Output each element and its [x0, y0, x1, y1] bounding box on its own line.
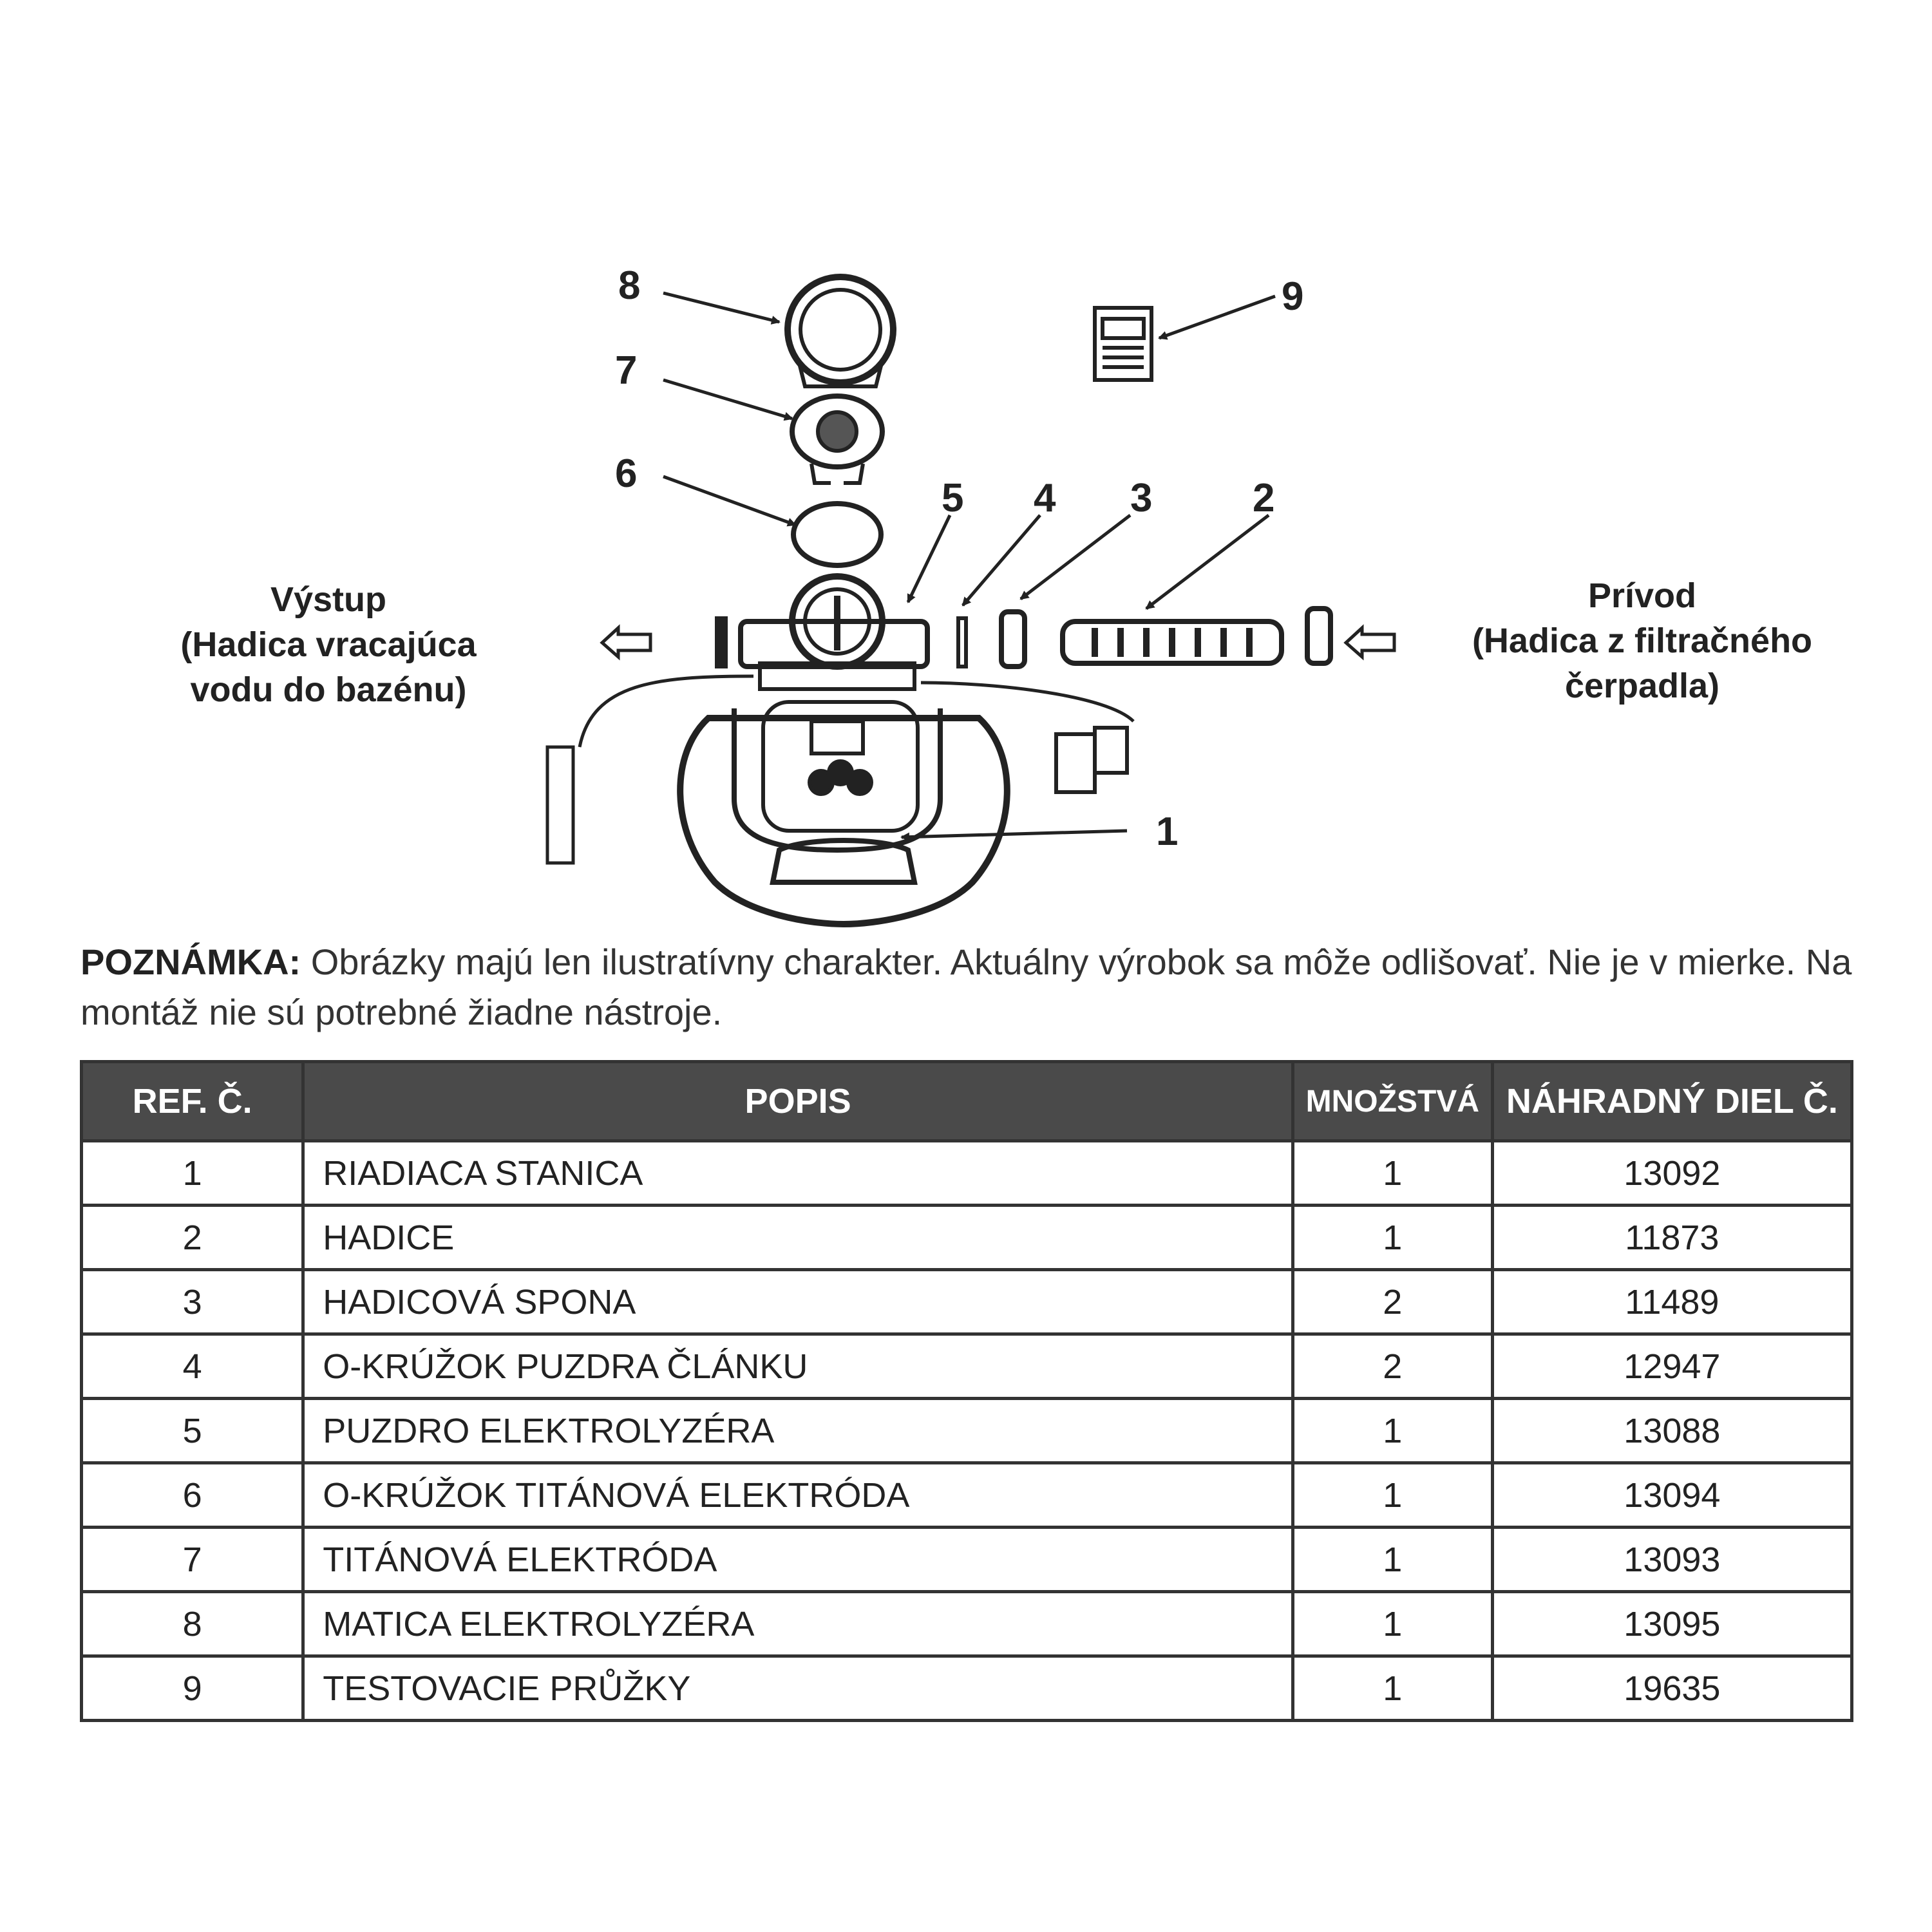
- cell-part: 13092: [1492, 1141, 1852, 1206]
- table-row: [82, 1270, 1852, 1334]
- callout-6: 6: [615, 451, 638, 496]
- cell-qty: 1: [1293, 1141, 1492, 1206]
- cell-desc: HADICOVÁ SPONA: [303, 1270, 1293, 1334]
- table-row: [82, 1399, 1852, 1463]
- header-part: NÁHRADNÝ DIEL Č.: [1492, 1062, 1852, 1141]
- callout-9: 9: [1282, 274, 1304, 319]
- cell-part: 19635: [1492, 1656, 1852, 1721]
- callout-1: 1: [1156, 810, 1179, 854]
- cell-qty: 1: [1293, 1399, 1492, 1463]
- o-ring-illustration: [793, 504, 881, 565]
- inlet-desc-1: (Hadica z filtračného: [1472, 621, 1813, 660]
- table-row: [82, 1206, 1852, 1270]
- cell-qty: 1: [1293, 1656, 1492, 1721]
- cell-ref: 7: [82, 1528, 303, 1592]
- table-row: [82, 1656, 1852, 1721]
- cell-desc: MATICA ELEKTROLYZÉRA: [303, 1592, 1293, 1656]
- cell-qty: 1: [1293, 1206, 1492, 1270]
- cell-ref: 9: [82, 1656, 303, 1721]
- control-station-illustration: [547, 676, 1133, 924]
- cell-part: 13088: [1492, 1399, 1852, 1463]
- callout-5: 5: [942, 476, 964, 520]
- cell-part: 11873: [1492, 1206, 1852, 1270]
- cell-ref: 5: [82, 1399, 303, 1463]
- cell-part: 12947: [1492, 1334, 1852, 1399]
- cell-part: 13093: [1492, 1528, 1852, 1592]
- cell-desc: O-KRÚŽOK TITÁNOVÁ ELEKTRÓDA: [303, 1463, 1293, 1528]
- cell-qty: 2: [1293, 1334, 1492, 1399]
- cell-part: 13095: [1492, 1592, 1852, 1656]
- header-desc: POPIS: [303, 1062, 1293, 1141]
- cell-ref: 3: [82, 1270, 303, 1334]
- hose-illustration: [1063, 621, 1282, 663]
- cell-ref: 8: [82, 1592, 303, 1656]
- cell-desc: RIADIACA STANICA: [303, 1141, 1293, 1206]
- table-header-row: [82, 1062, 1852, 1141]
- cell-desc: TITÁNOVÁ ELEKTRÓDA: [303, 1528, 1293, 1592]
- electrolyzer-nut-illustration: [788, 277, 893, 386]
- callout-3: 3: [1130, 476, 1153, 520]
- outlet-title: Výstup: [270, 580, 387, 619]
- cell-part: 11489: [1492, 1270, 1852, 1334]
- cell-ref: 6: [82, 1463, 303, 1528]
- note-text: Obrázky majú len ilustratívny charakter. Aktuálny výrobok sa môže odlišovať. Nie je v mierke. Na montáž nie sú potrebné žiadne nástroje.: [80, 942, 1852, 1032]
- inlet-title: Prívod: [1587, 576, 1697, 615]
- cell-ref: 1: [82, 1141, 303, 1206]
- note-label: POZNÁMKA:: [80, 942, 301, 982]
- inlet-desc-2: čerpadla): [1564, 667, 1720, 705]
- cell-ref: 4: [82, 1334, 303, 1399]
- outlet-label: [155, 577, 502, 712]
- cell-qty: 1: [1293, 1592, 1492, 1656]
- header-ref: REF. Č.: [82, 1062, 303, 1141]
- table-row: [82, 1528, 1852, 1592]
- cell-desc: HADICE: [303, 1206, 1293, 1270]
- cell-qty: 1: [1293, 1528, 1492, 1592]
- cell-qty: 2: [1293, 1270, 1492, 1334]
- table-row: [82, 1334, 1852, 1399]
- inlet-label: [1443, 573, 1842, 708]
- outlet-desc-1: (Hadica vracajúca: [180, 625, 477, 664]
- exploded-parts-diagram: [0, 0, 1932, 934]
- test-strips-illustration: [1095, 308, 1151, 380]
- note: [80, 937, 1858, 1037]
- titanium-electrode-illustration: [792, 396, 882, 483]
- callout-4: 4: [1034, 476, 1056, 520]
- cell-part: 13094: [1492, 1463, 1852, 1528]
- outlet-desc-2: vodu do bazénu): [190, 670, 467, 709]
- table-row: [82, 1592, 1852, 1656]
- cell-housing-illustration: [741, 576, 927, 689]
- parts-table: [80, 1060, 1853, 1722]
- cell-desc: O-KRÚŽOK PUZDRA ČLÁNKU: [303, 1334, 1293, 1399]
- cell-desc: PUZDRO ELEKTROLYZÉRA: [303, 1399, 1293, 1463]
- table-row: [82, 1463, 1852, 1528]
- header-qty: MNOŽSTVÁ: [1293, 1062, 1492, 1141]
- callout-2: 2: [1253, 476, 1275, 520]
- cell-ref: 2: [82, 1206, 303, 1270]
- table-row: [82, 1141, 1852, 1206]
- callout-7: 7: [615, 348, 638, 393]
- cell-desc: TESTOVACIE PRŮŽKY: [303, 1656, 1293, 1721]
- callout-8: 8: [618, 263, 641, 308]
- cell-qty: 1: [1293, 1463, 1492, 1528]
